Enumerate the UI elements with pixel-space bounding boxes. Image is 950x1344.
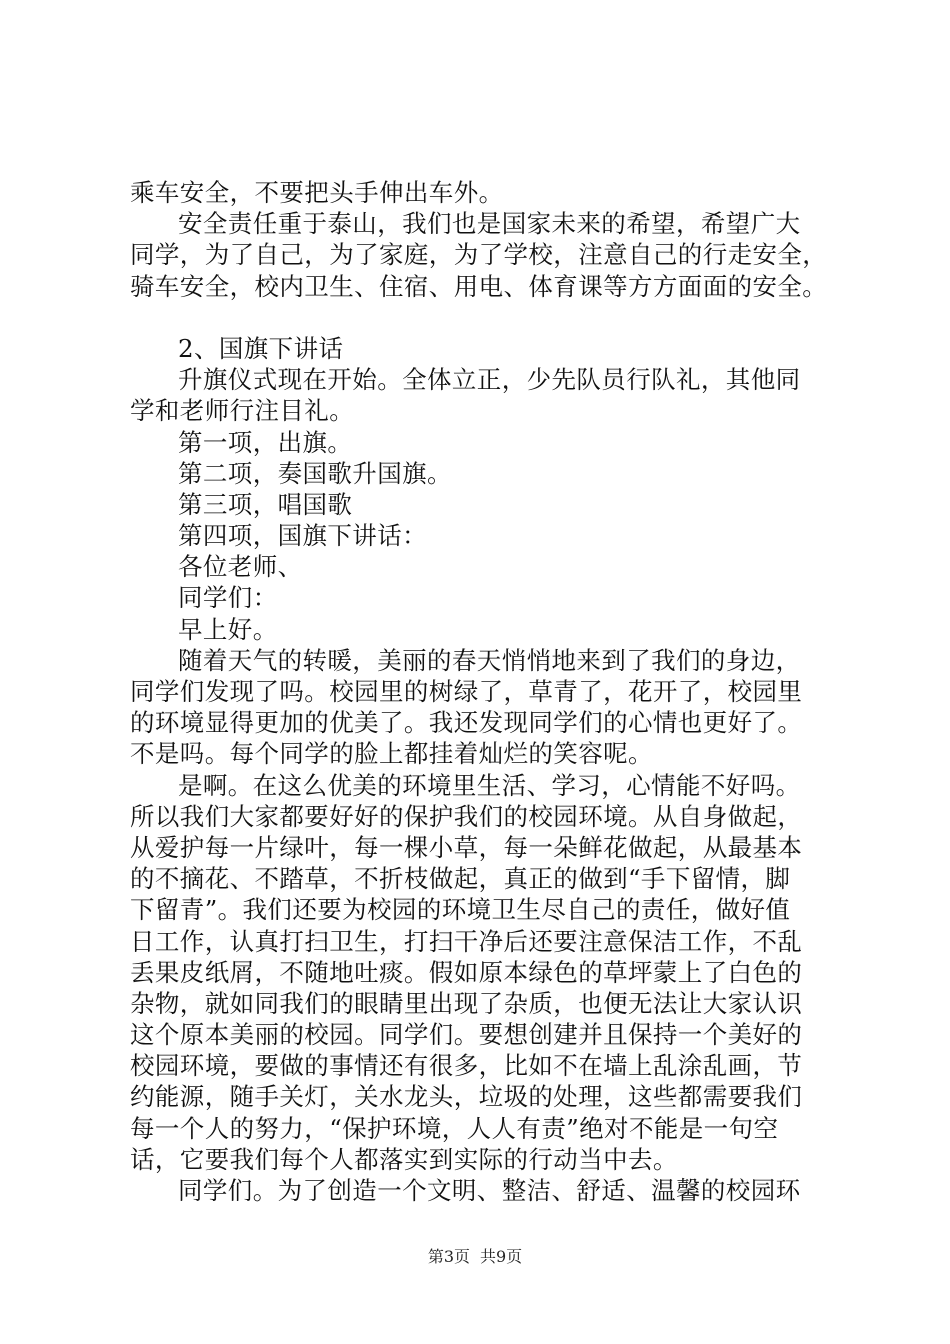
text-line: 的不摘花、不踏草，不折枝做起，真正的做到“手下留情，脚 xyxy=(130,864,791,894)
text-line: 是啊。在这么优美的环境里生活、学习，心情能不好吗。 xyxy=(178,770,801,800)
text-line: 从爱护每一片绿叶，每一棵小草，每一朵鲜花做起，从最基本 xyxy=(130,832,803,862)
paragraph-gap xyxy=(130,302,840,333)
text-line: 第四项，国旗下讲话： xyxy=(178,521,427,551)
section-heading: 2、国旗下讲话 xyxy=(178,333,344,363)
text-line: 杂物，就如同我们的眼睛里出现了杂质，也便无法让大家认识 xyxy=(130,988,803,1018)
page-number: 第3页 xyxy=(427,1247,470,1266)
text-line: 丢果皮纸屑，不随地吐痰。假如原本绿色的草坪蒙上了白色的 xyxy=(130,957,803,987)
text-line: 各位老师、 xyxy=(178,552,303,582)
text-line: 每一个人的努力，“保护环境，人人有责”绝对不能是一句空 xyxy=(130,1113,779,1143)
text-line: 学和老师行注目礼。 xyxy=(130,396,355,426)
text-line: 第三项，唱国歌 xyxy=(178,489,353,519)
text-line: 话，它要我们每个人都落实到实际的行动当中去。 xyxy=(130,1144,678,1174)
text-line: 校园环境，要做的事情还有很多，比如不在墙上乱涂乱画，节 xyxy=(130,1051,803,1081)
document-body xyxy=(130,177,840,1206)
text-line: 日工作，认真打扫卫生，打扫干净后还要注意保洁工作，不乱 xyxy=(130,926,803,956)
text-line: 这个原本美丽的校园。同学们。要想创建并且保持一个美好的 xyxy=(130,1020,803,1050)
text-line: 下留青”。我们还要为校园的环境卫生尽自己的责任，做好值 xyxy=(130,895,791,925)
text-line: 约能源，随手关灯，关水龙头，垃圾的处理，这些都需要我们 xyxy=(130,1082,803,1112)
text-line: 早上好。 xyxy=(178,614,278,644)
text-line: 安全责任重于泰山，我们也是国家未来的希望，希望广大 xyxy=(178,209,801,239)
text-line: 同学，为了自己，为了家庭，为了学校，注意自己的行走安全， xyxy=(130,240,828,270)
text-line: 同学们。为了创造一个文明、整洁、舒适、温馨的校园环 xyxy=(178,1176,801,1205)
text-line: 同学们发现了吗。校园里的树绿了，草青了，花开了，校园里 xyxy=(130,677,803,706)
page-total: 共9页 xyxy=(480,1247,523,1266)
text-line: 骑车安全，校内卫生、住宿、用电、体育课等方方面面的安全。 xyxy=(130,271,828,301)
text-line: 同学们： xyxy=(178,583,278,613)
text-line: 的环境显得更加的优美了。我还发现同学们的心情也更好了。 xyxy=(130,708,803,738)
text-line: 所以我们大家都要好好的保护我们的校园环境。从自身做起， xyxy=(130,801,803,831)
text-line: 第一项，出旗。 xyxy=(178,427,353,457)
page-footer xyxy=(0,1247,950,1267)
text-line: 升旗仪式现在开始。全体立正，少先队员行队礼，其他同 xyxy=(178,365,801,395)
text-line: 乘车安全，不要把头手伸出车外。 xyxy=(130,178,504,207)
text-line: 随着天气的转暖，美丽的春天悄悄地来到了我们的身边， xyxy=(178,645,801,675)
text-line: 第二项，奏国歌升国旗。 xyxy=(178,458,452,488)
text-line: 不是吗。每个同学的脸上都挂着灿烂的笑容呢。 xyxy=(130,739,653,769)
